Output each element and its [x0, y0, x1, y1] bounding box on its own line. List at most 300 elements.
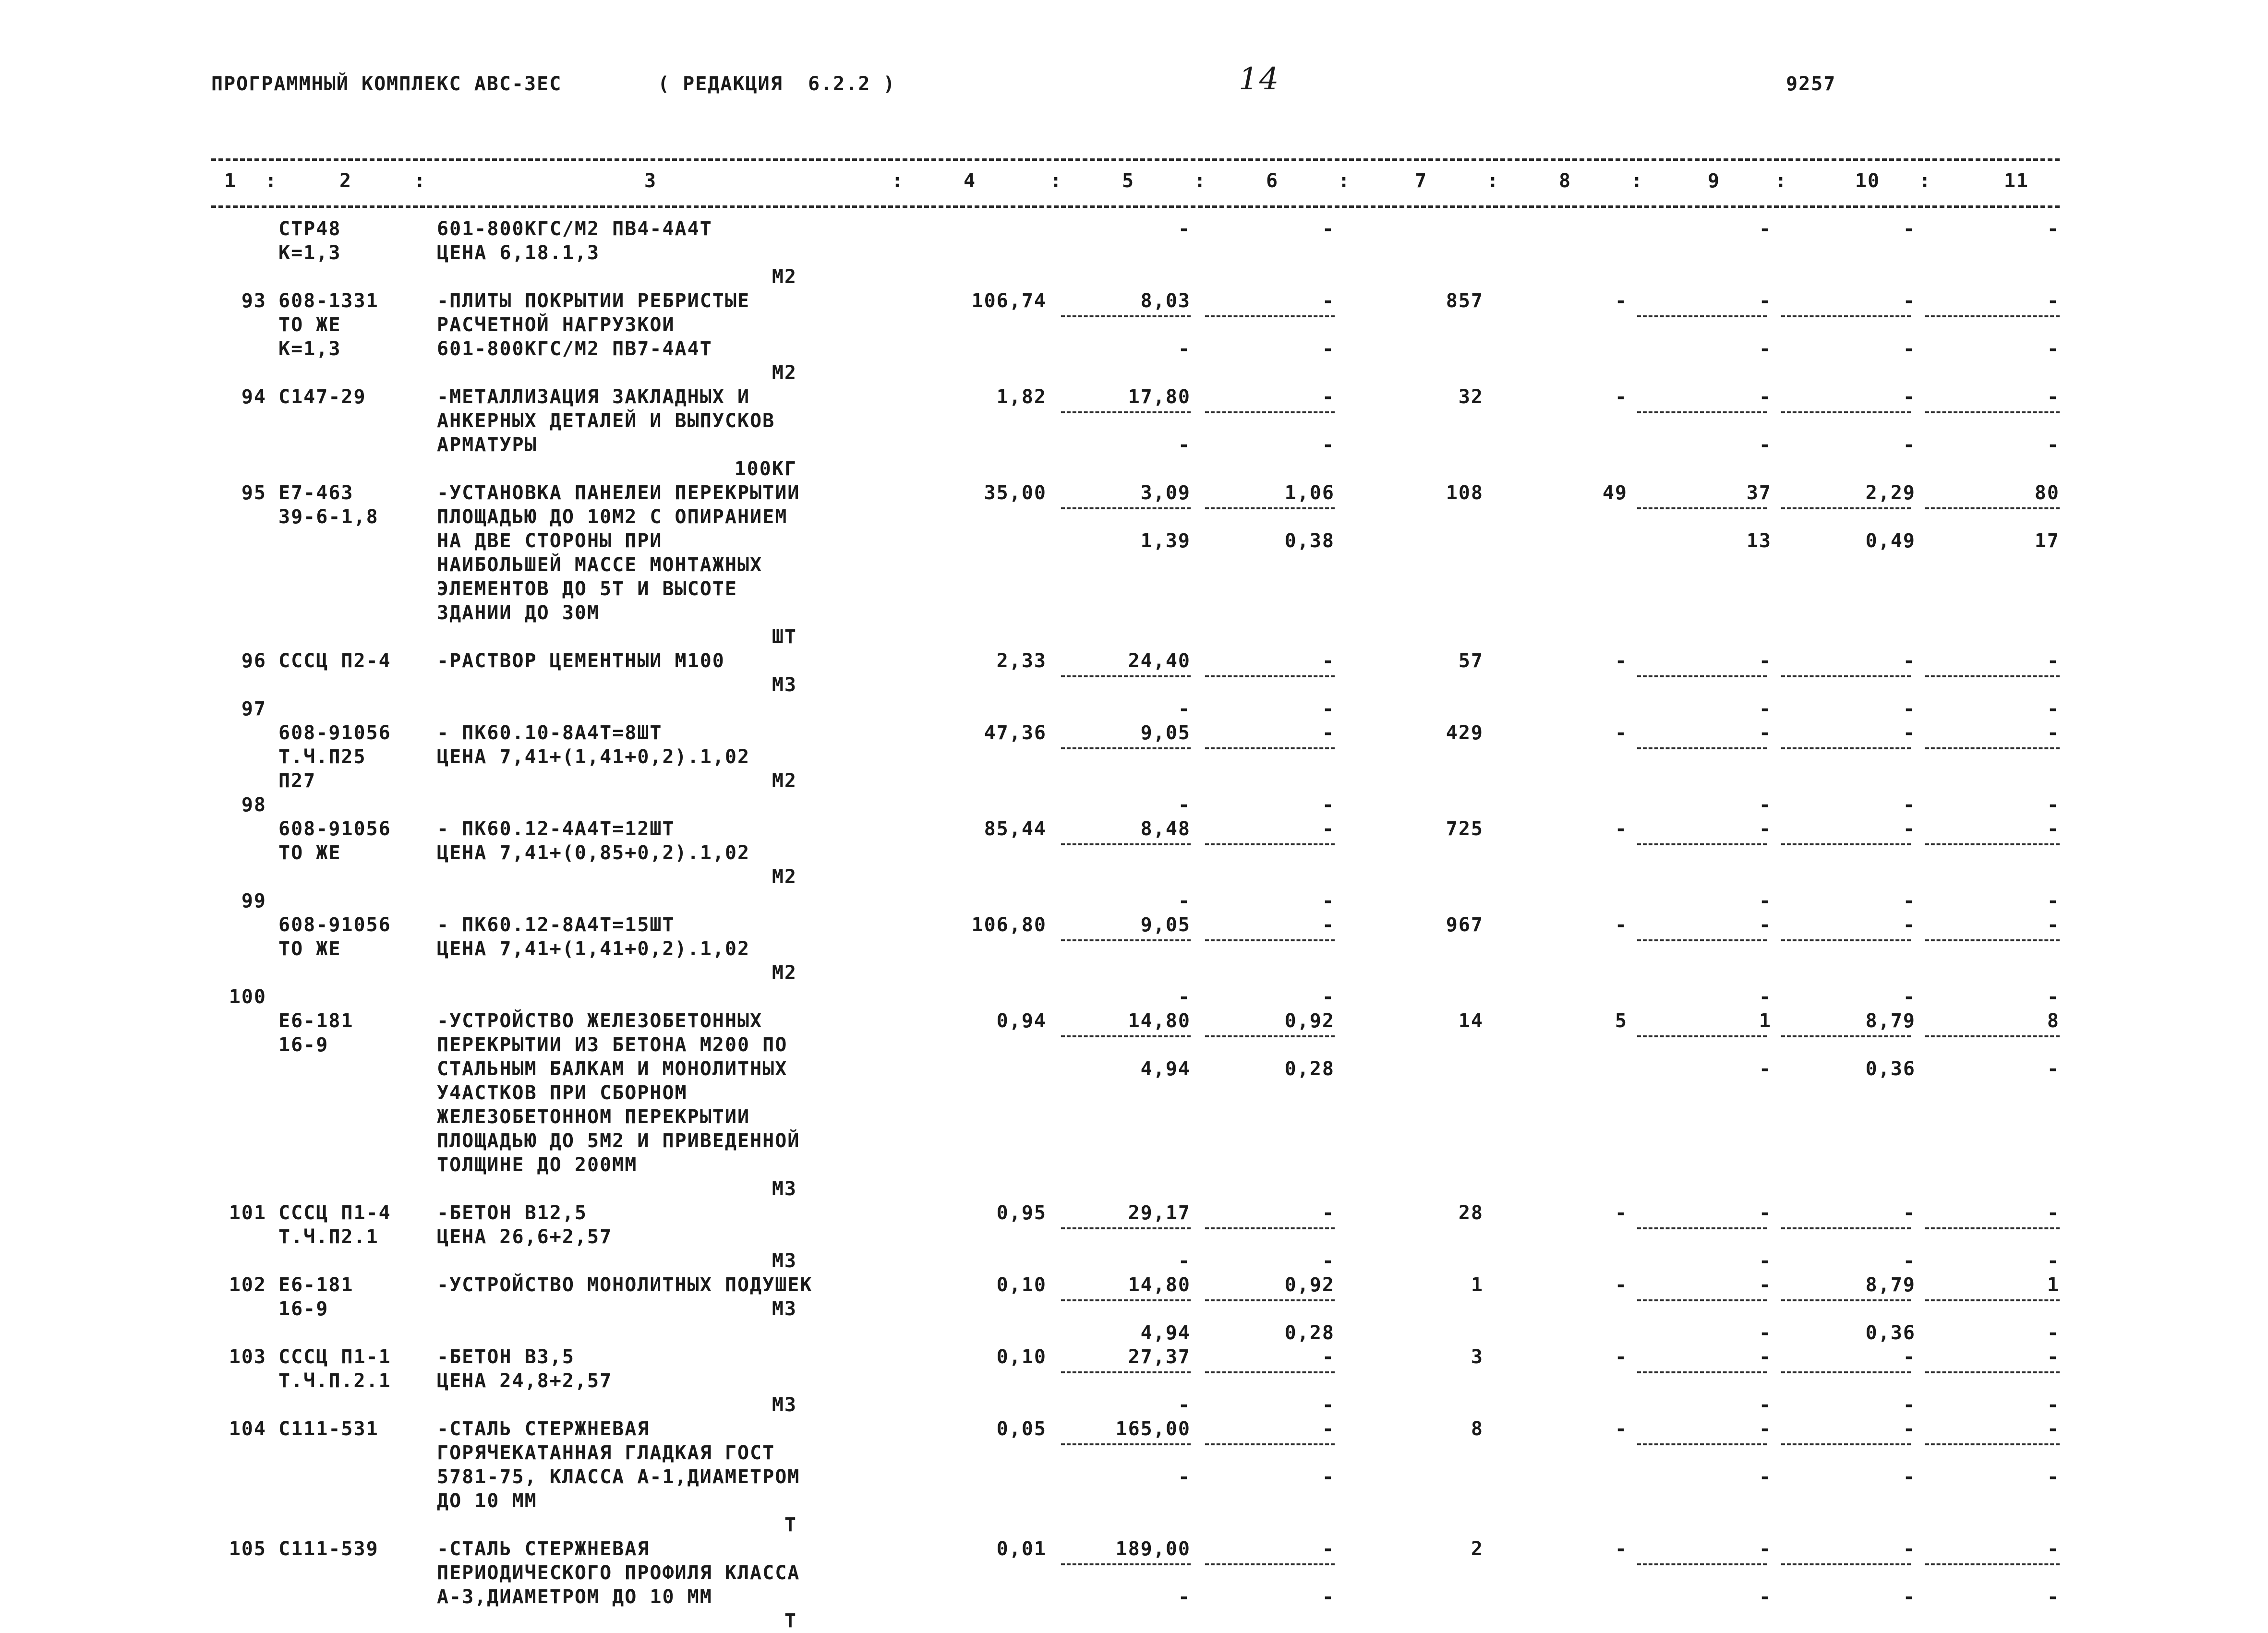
column-divider: :: [1918, 170, 1932, 192]
value-cell-6: -: [1322, 650, 1335, 672]
underline-col-10: [1781, 1371, 1911, 1373]
value-cell-9: -: [1759, 386, 1772, 408]
description-cell: ЖЕЛЕЗОБЕТОННОМ ПЕРЕКРЫТИИ: [437, 1106, 750, 1128]
underline-col-9: [1637, 939, 1767, 941]
value-cell-10: -: [1903, 290, 1916, 312]
description-cell: -ПЛИТЫ ПОКРЫТИИ РЕБРИСТЫЕ: [437, 290, 750, 312]
value-cell-11: -: [2047, 1322, 2060, 1344]
unit-label: Т: [784, 1514, 797, 1536]
value-cell-5: -: [1178, 890, 1191, 912]
value-cell-4: 106,74: [971, 290, 1047, 312]
value-cell-8: -: [1615, 1346, 1628, 1368]
underline-col-9: [1637, 1563, 1767, 1565]
edition-label: ( РЕДАКЦИЯ 6.2.2 ): [658, 73, 896, 95]
underline-col-5: [1061, 675, 1191, 677]
value-cell-4: 0,10: [996, 1274, 1047, 1296]
value-cell-11: -: [2047, 1538, 2060, 1560]
value-cell-9: -: [1759, 434, 1772, 456]
description-cell: -СТАЛЬ СТЕРЖНЕВАЯ: [437, 1538, 650, 1560]
value-cell-9: 13: [1746, 530, 1772, 552]
value-cell-5: 4,94: [1140, 1322, 1191, 1344]
value-cell-5: -: [1178, 218, 1191, 240]
value-cell-4: 47,36: [984, 722, 1047, 744]
underline-col-10: [1781, 843, 1911, 845]
value-cell-8: 5: [1615, 1010, 1628, 1032]
value-cell-10: -: [1903, 818, 1916, 840]
underline-col-9: [1637, 1371, 1767, 1373]
underline-col-10: [1781, 675, 1911, 677]
value-cell-9: -: [1759, 650, 1772, 672]
column-divider: :: [265, 170, 278, 192]
value-cell-11: -: [2047, 434, 2060, 456]
code-cell: СССЦ П2-4: [278, 650, 391, 672]
value-cell-5: 8,03: [1140, 290, 1191, 312]
description-cell: - ПК60.12-4А4Т=12ШТ: [437, 818, 675, 840]
code-cell: Е7-463: [278, 482, 354, 504]
value-cell-8: -: [1615, 290, 1628, 312]
value-cell-6: 1,06: [1284, 482, 1335, 504]
value-cell-5: 14,80: [1128, 1010, 1191, 1032]
underline-col-11: [1925, 1227, 2060, 1229]
underline-col-6: [1205, 1227, 1335, 1229]
underline-col-6: [1205, 411, 1335, 413]
value-cell-6: -: [1322, 338, 1335, 360]
value-cell-7: 108: [1446, 482, 1484, 504]
row-number: 98: [241, 794, 266, 816]
value-cell-7: 1: [1471, 1274, 1484, 1296]
value-cell-10: -: [1903, 914, 1916, 936]
value-cell-6: -: [1322, 818, 1335, 840]
row-number: 94: [241, 386, 266, 408]
value-cell-9: -: [1759, 1418, 1772, 1440]
value-cell-9: -: [1759, 1466, 1772, 1488]
value-cell-11: 8: [2047, 1010, 2060, 1032]
row-number: 99: [241, 890, 266, 912]
code-cell: ТО ЖЕ: [278, 938, 341, 960]
unit-label: М2: [772, 770, 797, 792]
column-header-6: 6: [1266, 170, 1279, 192]
code-cell: СССЦ П1-4: [278, 1202, 391, 1224]
underline-col-11: [1925, 1299, 2060, 1301]
value-cell-5: 4,94: [1140, 1058, 1191, 1080]
underline-col-10: [1781, 315, 1911, 317]
description-cell: -МЕТАЛЛИЗАЦИЯ ЗАКЛАДНЫХ И: [437, 386, 750, 408]
value-cell-7: 57: [1458, 650, 1484, 672]
column-header-8: 8: [1558, 170, 1572, 192]
code-cell: Т.Ч.П.2.1: [278, 1370, 391, 1392]
unit-label: ШТ: [772, 626, 797, 648]
code-cell: 608-91056: [278, 818, 391, 840]
value-cell-10: -: [1903, 1538, 1916, 1560]
code-cell: С147-29: [278, 386, 366, 408]
value-cell-8: 49: [1602, 482, 1628, 504]
value-cell-11: -: [2047, 1586, 2060, 1608]
value-cell-9: -: [1759, 1322, 1772, 1344]
value-cell-9: -: [1759, 1394, 1772, 1416]
value-cell-5: 165,00: [1115, 1418, 1191, 1440]
underline-col-9: [1637, 411, 1767, 413]
description-cell: А-3,ДИАМЕТРОМ ДО 10 ММ: [437, 1586, 712, 1608]
description-cell: ЦЕНА 26,6+2,57: [437, 1226, 613, 1248]
underline-col-6: [1205, 507, 1335, 509]
underline-col-5: [1061, 1371, 1191, 1373]
value-cell-8: -: [1615, 650, 1628, 672]
underline-col-9: [1637, 1035, 1767, 1037]
column-header-10: 10: [1855, 170, 1881, 192]
underline-col-6: [1205, 843, 1335, 845]
column-header-3: 3: [644, 170, 657, 192]
value-cell-11: -: [2047, 218, 2060, 240]
code-cell: ТО ЖЕ: [278, 314, 341, 336]
code-cell: СТР48: [278, 218, 341, 240]
column-divider: :: [1338, 170, 1351, 192]
underline-col-5: [1061, 507, 1191, 509]
value-cell-5: 9,05: [1140, 914, 1191, 936]
value-cell-10: 8,79: [1865, 1274, 1916, 1296]
underline-col-5: [1061, 1227, 1191, 1229]
value-cell-6: 0,28: [1284, 1058, 1335, 1080]
value-cell-10: -: [1903, 986, 1916, 1008]
value-cell-10: -: [1903, 794, 1916, 816]
column-divider: :: [1774, 170, 1788, 192]
underline-col-5: [1061, 843, 1191, 845]
description-cell: ПЕРЕКРЫТИИ ИЗ БЕТОНА М200 ПО: [437, 1034, 788, 1056]
underline-col-5: [1061, 1563, 1191, 1565]
row-number: 103: [229, 1346, 266, 1368]
value-cell-4: 85,44: [984, 818, 1047, 840]
value-cell-6: -: [1322, 986, 1335, 1008]
value-cell-10: 0,49: [1865, 530, 1916, 552]
description-cell: ТОЛЩИНЕ ДО 200ММ: [437, 1154, 638, 1176]
column-header-4: 4: [963, 170, 977, 192]
underline-col-9: [1637, 1227, 1767, 1229]
code-cell: 39-6-1,8: [278, 506, 379, 528]
value-cell-9: -: [1759, 794, 1772, 816]
value-cell-11: -: [2047, 1346, 2060, 1368]
value-cell-10: -: [1903, 338, 1916, 360]
value-cell-10: -: [1903, 434, 1916, 456]
value-cell-11: 80: [2034, 482, 2060, 504]
underline-col-11: [1925, 675, 2060, 677]
value-cell-11: -: [2047, 698, 2060, 720]
value-cell-7: 725: [1446, 818, 1484, 840]
underline-col-10: [1781, 507, 1911, 509]
description-cell: НАИБОЛЬШЕЙ МАССЕ МОНТАЖНЫХ: [437, 554, 763, 576]
description-cell: -БЕТОН В3,5: [437, 1346, 575, 1368]
program-title: ПРОГРАММНЫЙ КОМПЛЕКС АВС-ЗЕС: [211, 73, 562, 95]
value-cell-11: -: [2047, 1394, 2060, 1416]
unit-label: М2: [772, 962, 797, 984]
value-cell-11: -: [2047, 650, 2060, 672]
underline-col-5: [1061, 315, 1191, 317]
code-cell: Т.Ч.П25: [278, 746, 366, 768]
value-cell-7: 857: [1446, 290, 1484, 312]
row-number: 104: [229, 1418, 266, 1440]
code-cell: 608-91056: [278, 914, 391, 936]
description-cell: АНКЕРНЫХ ДЕТАЛЕЙ И ВЫПУСКОВ: [437, 410, 775, 432]
description-cell: ЦЕНА 7,41+(0,85+0,2).1,02: [437, 842, 750, 864]
description-cell: 601-800КГС/М2 ПВ4-4А4Т: [437, 218, 712, 240]
code-cell: С111-539: [278, 1538, 379, 1560]
value-cell-5: -: [1178, 1394, 1191, 1416]
value-cell-6: -: [1322, 1202, 1335, 1224]
value-cell-11: -: [2047, 1466, 2060, 1488]
value-cell-4: 2,33: [996, 650, 1047, 672]
value-cell-5: 17,80: [1128, 386, 1191, 408]
value-cell-6: -: [1322, 698, 1335, 720]
unit-label: Т: [784, 1610, 797, 1632]
value-cell-9: -: [1759, 1202, 1772, 1224]
value-cell-7: 2: [1471, 1538, 1484, 1560]
value-cell-4: 106,80: [971, 914, 1047, 936]
underline-col-6: [1205, 1443, 1335, 1445]
value-cell-7: 967: [1446, 914, 1484, 936]
description-cell: ЭЛЕМЕНТОВ ДО 5Т И ВЫСОТЕ: [437, 578, 737, 600]
description-cell: АРМАТУРЫ: [437, 434, 537, 456]
underline-col-9: [1637, 747, 1767, 749]
row-number: 97: [241, 698, 266, 720]
value-cell-6: -: [1322, 722, 1335, 744]
description-cell: 5781-75, КЛАССА А-1,ДИАМЕТРОМ: [437, 1466, 800, 1488]
value-cell-11: -: [2047, 914, 2060, 936]
value-cell-5: 14,80: [1128, 1274, 1191, 1296]
description-cell: ЦЕНА 7,41+(1,41+0,2).1,02: [437, 938, 750, 960]
underline-col-11: [1925, 843, 2060, 845]
underline-col-6: [1205, 1299, 1335, 1301]
value-cell-6: -: [1322, 914, 1335, 936]
description-cell: - ПК60.12-8А4Т=15ШТ: [437, 914, 675, 936]
value-cell-8: -: [1615, 818, 1628, 840]
value-cell-10: 2,29: [1865, 482, 1916, 504]
underline-col-5: [1061, 747, 1191, 749]
value-cell-11: -: [2047, 1202, 2060, 1224]
underline-col-10: [1781, 1035, 1911, 1037]
value-cell-10: -: [1903, 698, 1916, 720]
underline-col-5: [1061, 1299, 1191, 1301]
row-number: 101: [229, 1202, 266, 1224]
value-cell-10: -: [1903, 386, 1916, 408]
underline-col-5: [1061, 939, 1191, 941]
value-cell-8: -: [1615, 1418, 1628, 1440]
value-cell-9: 37: [1746, 482, 1772, 504]
value-cell-6: -: [1322, 890, 1335, 912]
value-cell-4: 0,10: [996, 1346, 1047, 1368]
value-cell-4: 1,82: [996, 386, 1047, 408]
underline-col-6: [1205, 315, 1335, 317]
underline-col-11: [1925, 1563, 2060, 1565]
value-cell-5: 24,40: [1128, 650, 1191, 672]
value-cell-11: -: [2047, 1250, 2060, 1272]
underline-col-11: [1925, 939, 2060, 941]
value-cell-9: -: [1759, 1538, 1772, 1560]
value-cell-6: -: [1322, 1250, 1335, 1272]
value-cell-10: -: [1903, 890, 1916, 912]
value-cell-6: 0,28: [1284, 1322, 1335, 1344]
value-cell-6: 0,92: [1284, 1274, 1335, 1296]
value-cell-11: -: [2047, 986, 2060, 1008]
value-cell-10: -: [1903, 650, 1916, 672]
code-cell: К=1,3: [278, 242, 341, 264]
value-cell-7: 429: [1446, 722, 1484, 744]
value-cell-4: 35,00: [984, 482, 1047, 504]
value-cell-7: 28: [1458, 1202, 1484, 1224]
value-cell-4: 0,95: [996, 1202, 1047, 1224]
underline-col-10: [1781, 1443, 1911, 1445]
column-divider: :: [1630, 170, 1644, 192]
underline-col-5: [1061, 1035, 1191, 1037]
underline-col-11: [1925, 507, 2060, 509]
value-cell-10: 8,79: [1865, 1010, 1916, 1032]
code-cell: Е6-181: [278, 1010, 354, 1032]
value-cell-6: 0,92: [1284, 1010, 1335, 1032]
value-cell-6: -: [1322, 1418, 1335, 1440]
value-cell-10: -: [1903, 1250, 1916, 1272]
value-cell-9: -: [1759, 986, 1772, 1008]
underline-col-6: [1205, 675, 1335, 677]
description-cell: - ПК60.10-8А4Т=8ШТ: [437, 722, 663, 744]
description-cell: ЦЕНА 7,41+(1,41+0,2).1,02: [437, 746, 750, 768]
code-cell: П27: [278, 770, 316, 792]
code-cell: ТО ЖЕ: [278, 842, 341, 864]
value-cell-10: -: [1903, 722, 1916, 744]
row-number: 102: [229, 1274, 266, 1296]
value-cell-9: -: [1759, 818, 1772, 840]
value-cell-5: -: [1178, 1250, 1191, 1272]
value-cell-5: 1,39: [1140, 530, 1191, 552]
description-cell: У4АСТКОВ ПРИ СБОРНОМ: [437, 1082, 688, 1104]
underline-col-6: [1205, 747, 1335, 749]
value-cell-5: 189,00: [1115, 1538, 1191, 1560]
row-number: 95: [241, 482, 266, 504]
unit-label: М2: [772, 866, 797, 888]
underline-col-10: [1781, 411, 1911, 413]
value-cell-7: 8: [1471, 1418, 1484, 1440]
underline-col-5: [1061, 411, 1191, 413]
row-number: 100: [229, 986, 266, 1008]
underline-col-9: [1637, 1299, 1767, 1301]
value-cell-9: -: [1759, 338, 1772, 360]
value-cell-5: -: [1178, 434, 1191, 456]
value-cell-7: 32: [1458, 386, 1484, 408]
header-bottom-rule: [211, 205, 2060, 208]
value-cell-6: -: [1322, 1538, 1335, 1560]
description-cell: ЗДАНИИ ДО 30М: [437, 602, 600, 624]
unit-label: М3: [772, 1394, 797, 1416]
value-cell-8: -: [1615, 914, 1628, 936]
value-cell-9: -: [1759, 890, 1772, 912]
description-cell: НА ДВЕ СТОРОНЫ ПРИ: [437, 530, 663, 552]
value-cell-9: -: [1759, 1058, 1772, 1080]
description-cell: ЦЕНА 24,8+2,57: [437, 1370, 613, 1392]
description-cell: -РАСТВОР ЦЕМЕНТНЫИ М100: [437, 650, 725, 672]
value-cell-7: 14: [1458, 1010, 1484, 1032]
value-cell-6: -: [1322, 434, 1335, 456]
underline-col-11: [1925, 747, 2060, 749]
value-cell-8: -: [1615, 1274, 1628, 1296]
code-cell: 16-9: [278, 1298, 329, 1320]
description-cell: ПЛОЩАДЬЮ ДО 5М2 И ПРИВЕДЕННОЙ: [437, 1130, 800, 1152]
value-cell-5: -: [1178, 1466, 1191, 1488]
value-cell-11: -: [2047, 818, 2060, 840]
description-cell: -СТАЛЬ СТЕРЖНЕВАЯ: [437, 1418, 650, 1440]
value-cell-9: 1: [1759, 1010, 1772, 1032]
unit-label: М3: [772, 674, 797, 696]
value-cell-9: -: [1759, 1346, 1772, 1368]
handwritten-page-number: 14: [1239, 61, 1280, 97]
value-cell-5: -: [1178, 1586, 1191, 1608]
value-cell-6: -: [1322, 1394, 1335, 1416]
value-cell-10: -: [1903, 1466, 1916, 1488]
row-number: 93: [241, 290, 266, 312]
code-cell: Т.Ч.П2.1: [278, 1226, 379, 1248]
value-cell-4: 0,94: [996, 1010, 1047, 1032]
unit-label: М3: [772, 1250, 797, 1272]
value-cell-4: 0,01: [996, 1538, 1047, 1560]
underline-col-9: [1637, 675, 1767, 677]
code-cell: К=1,3: [278, 338, 341, 360]
value-cell-9: -: [1759, 722, 1772, 744]
column-divider: :: [413, 170, 427, 192]
value-cell-10: -: [1903, 1418, 1916, 1440]
value-cell-10: 0,36: [1865, 1322, 1916, 1344]
value-cell-9: -: [1759, 290, 1772, 312]
underline-col-6: [1205, 1371, 1335, 1373]
underline-col-6: [1205, 939, 1335, 941]
description-cell: -УСТАНОВКА ПАНЕЛЕИ ПЕРЕКРЫТИИ: [437, 482, 800, 504]
description-cell: ПЛОЩАДЬЮ ДО 10М2 С ОПИРАНИЕМ: [437, 506, 788, 528]
value-cell-4: 0,05: [996, 1418, 1047, 1440]
value-cell-5: 9,05: [1140, 722, 1191, 744]
value-cell-6: -: [1322, 794, 1335, 816]
column-header-9: 9: [1707, 170, 1721, 192]
underline-col-9: [1637, 1443, 1767, 1445]
document-number: 9257: [1786, 73, 1836, 95]
value-cell-6: 0,38: [1284, 530, 1335, 552]
value-cell-8: -: [1615, 1538, 1628, 1560]
value-cell-8: -: [1615, 722, 1628, 744]
code-cell: С111-531: [278, 1418, 379, 1440]
value-cell-10: -: [1903, 1202, 1916, 1224]
column-header-2: 2: [339, 170, 352, 192]
row-number: 96: [241, 650, 266, 672]
value-cell-5: 29,17: [1128, 1202, 1191, 1224]
code-cell: 16-9: [278, 1034, 329, 1056]
underline-col-11: [1925, 411, 2060, 413]
value-cell-9: -: [1759, 1586, 1772, 1608]
description-cell: РАСЧЕТНОЙ НАГРУЗКОИ: [437, 314, 675, 336]
description-cell: ПЕРИОДИЧЕСКОГО ПРОФИЛЯ КЛАССА: [437, 1562, 800, 1584]
unit-label: М2: [772, 362, 797, 384]
underline-col-11: [1925, 315, 2060, 317]
column-header-5: 5: [1122, 170, 1135, 192]
unit-label: М2: [772, 266, 797, 288]
value-cell-5: 8,48: [1140, 818, 1191, 840]
underline-col-5: [1061, 1443, 1191, 1445]
value-cell-11: -: [2047, 1418, 2060, 1440]
description-cell: -УСТРОЙСТВО ЖЕЛЕЗОБЕТОННЫХ: [437, 1010, 763, 1032]
column-header-1: 1: [224, 170, 237, 192]
code-cell: 608-1331: [278, 290, 379, 312]
description-cell: -УСТРОЙСТВО МОНОЛИТНЫХ ПОДУШЕК: [437, 1274, 813, 1296]
value-cell-5: -: [1178, 986, 1191, 1008]
value-cell-5: -: [1178, 338, 1191, 360]
value-cell-5: -: [1178, 698, 1191, 720]
value-cell-10: -: [1903, 1346, 1916, 1368]
column-divider: :: [1486, 170, 1500, 192]
code-cell: Е6-181: [278, 1274, 354, 1296]
value-cell-6: -: [1322, 1346, 1335, 1368]
value-cell-11: 17: [2034, 530, 2060, 552]
